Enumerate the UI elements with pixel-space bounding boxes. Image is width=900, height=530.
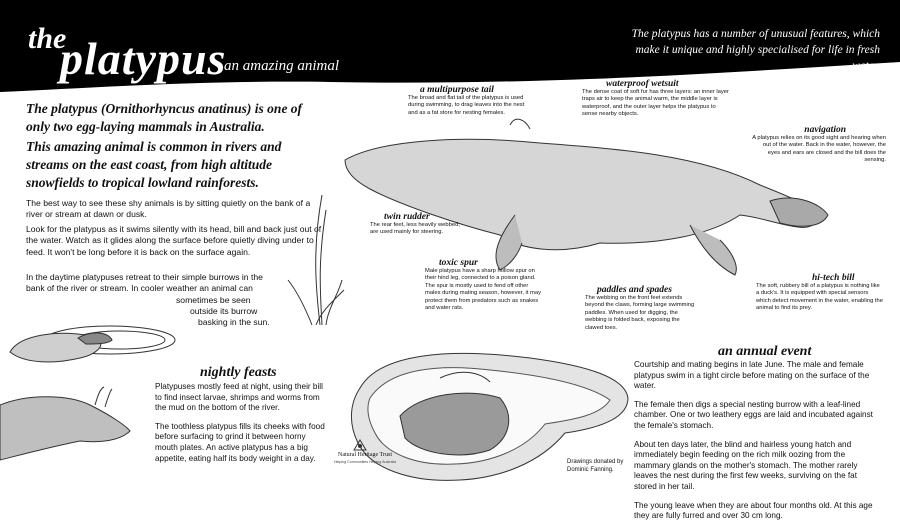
- feasts-title: nightly feasts: [200, 365, 277, 380]
- drawings-credit-line-2: Dominic Fanning.: [567, 467, 614, 473]
- feature-wetsuit: [582, 79, 732, 119]
- feature-paddles-title: paddles and spades: [597, 285, 672, 295]
- feasts-paragraph-1: Platypuses mostly feed at night, using their bill to find insect larvae, shrimps and worms from the mud on the bottom of the river.: [155, 382, 323, 413]
- intro-paragraph-2: Look for the platypus as it swims silently with its head, bill and back just out of the water. Watch as it glides along the surface before quietly diving under to feed. It won't be long before it is back on the surface again.: [26, 224, 322, 257]
- event-paragraph-4: The young leave when they are about four months old. At this age they are fully furred and over 30 cm long.: [634, 500, 873, 521]
- event-body: [634, 360, 882, 530]
- page-title: platypus: [60, 33, 227, 84]
- intro-paragraph-3d: basking in the sun.: [198, 317, 270, 327]
- feature-rudder: [370, 212, 460, 237]
- intro-paragraph-3: In the daytime platypuses retreat to their simple burrows in the bank of the river or stream. In cooler weather an animal can: [26, 272, 263, 294]
- intro-paragraph-3c: outside its burrow: [190, 306, 258, 316]
- feature-navigation: [752, 125, 886, 165]
- feasts-body: [155, 382, 325, 472]
- intro-paragraph-1: The best way to see these shy animals is by sitting quietly on the bank of a river or stream at dawn or dusk.: [26, 198, 311, 220]
- feature-navigation-title: navigation: [804, 125, 846, 135]
- feature-bill: [756, 273, 884, 313]
- nht-logo-subtext: Helping Communities Helping Australia: [333, 460, 397, 464]
- intro-lead-2: This amazing animal is common in rivers and streams on the east coast, from high altitude snowfields to tropical lowland rainforests.: [26, 139, 282, 190]
- title-the: the: [28, 22, 67, 55]
- feature-bill-title: hi-tech bill: [812, 273, 855, 283]
- feature-bill-text: The soft, rubbery bill of a platypus is nothing like a duck's. It is equipped with special sensors which detect movement in the water, enabling the animal to find its prey.: [756, 283, 883, 312]
- page-subtitle: an amazing animal: [224, 58, 340, 74]
- feature-spur-text: Male platypus have a sharp hollow spur on their hind leg, connected to a poison gland. The spur is mostly used to fend off other males during mating season, however, it may protect them from predators such as snakes and water rats.: [425, 268, 541, 312]
- event-title: an annual event: [718, 344, 812, 359]
- feature-spur: [425, 258, 545, 312]
- drawings-credit-line-1: Drawings donated by: [567, 459, 624, 465]
- feature-rudder-text: The rear feet, less heavily webbed, are used mainly for steering.: [370, 222, 460, 236]
- intro-paragraph-3b: sometimes be seen: [176, 295, 251, 305]
- swimming-platypus-drawing: [0, 300, 180, 380]
- feeding-platypus-drawing: [0, 385, 150, 475]
- feature-paddles: [585, 285, 695, 332]
- feature-rudder-title: twin rudder: [384, 212, 430, 222]
- feature-wetsuit-title: waterproof wetsuit: [606, 79, 679, 89]
- nht-logo-text: Natural Heritage Trust: [338, 452, 392, 458]
- event-paragraph-3: About ten days later, the blind and hairless young hatch and immediately begin feeding on the rich milk oozing from the mammary glands on the mother's stomach. The mother rarely leaves the nest during the first few weeks, surviving on the fat stored in her tail.: [634, 439, 858, 491]
- intro-lead-1: The platypus (Ornithorhyncus anatinus) is one of only two egg-laying mammals in Australia.: [26, 101, 303, 134]
- feature-wetsuit-text: The dense coat of soft fur has three layers: an inner layer traps air to keep the animal warm, the middle layer is waterproof, and the outer layer helps the platypus to sense nearby objects.: [582, 89, 729, 118]
- feature-navigation-text: A platypus relies on its good sight and hearing when out of the water. Back in the water, however, the eyes and ears are closed and the bill does the sensing.: [752, 135, 886, 164]
- header-tagline: The platypus has a number of unusual features, which make it unique and highly specialised for life in fresh water.: [631, 28, 880, 72]
- event-paragraph-1: Courtship and mating begins in late June. The male and female platypus swim in a tight circle before mating on the surface of the water.: [634, 360, 870, 391]
- feasts-paragraph-2: The toothless platypus fills its cheeks with food before surfacing to grind it between horny mouth plates. An active platypus has a big appetite, eating half its body weight in a day.: [155, 421, 325, 463]
- feature-tail-text: The broad and flat tail of the platypus is used during swimming, to drag leaves into the nest and as a fat store for nesting females.: [408, 95, 525, 116]
- feature-tail: [408, 85, 528, 117]
- feature-paddles-text: The webbing on the front feet extends beyond the claws, forming large swimming paddles. When used for digging, the webbing is folded back, exposing the clawed toes.: [585, 295, 695, 331]
- feature-tail-title: a multipurpose tail: [420, 85, 494, 95]
- feature-spur-title: toxic spur: [439, 258, 478, 268]
- event-paragraph-2: The female then digs a special nesting burrow with a leaf-lined chamber. One or two leathery eggs are laid and incubated against the female's stomach.: [634, 399, 873, 430]
